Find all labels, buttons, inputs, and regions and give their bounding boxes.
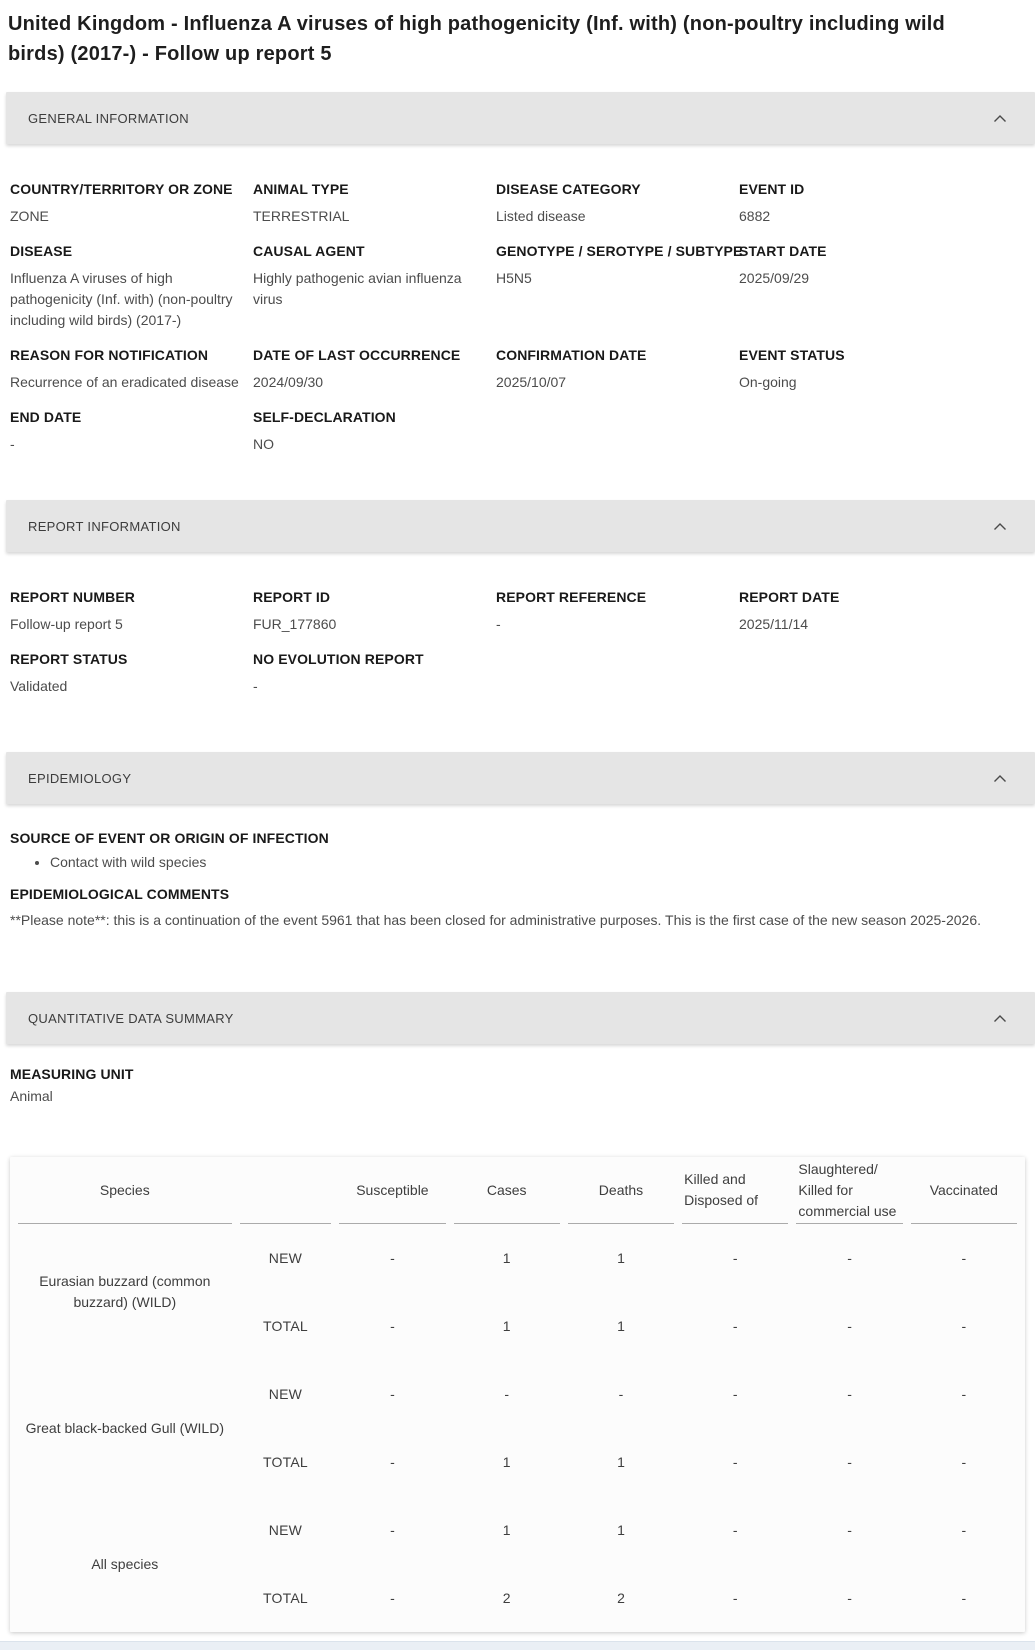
cell-deaths: 1: [617, 1318, 625, 1334]
field-end-date: END DATE -: [10, 409, 82, 452]
page-bottom-strip: [0, 1641, 1035, 1650]
cell-killed-disposed: -: [732, 1454, 738, 1470]
row-type-label: NEW: [268, 1386, 303, 1402]
cell-cases: 2: [502, 1590, 511, 1606]
col-slaughtered: Slaughtered/ Killed for commercial use: [796, 1157, 902, 1224]
cell-vaccinated: -: [961, 1522, 967, 1538]
field-report-date: REPORT DATE 2025/11/14: [739, 589, 840, 632]
cell-killed-disposed: -: [732, 1250, 738, 1266]
field-report-status: REPORT STATUS Validated: [10, 651, 128, 694]
field-report-reference: REPORT REFERENCE -: [496, 589, 647, 632]
section-epidemiology: [0, 752, 1035, 969]
col-susceptible: Susceptible: [339, 1157, 445, 1224]
field-date-of-last-occurrence: DATE OF LAST OCCURRENCE 2024/09/30: [253, 347, 461, 390]
cell-slaughtered: -: [847, 1590, 852, 1606]
field-confirmation-date: CONFIRMATION DATE 2025/10/07: [496, 347, 647, 390]
row-type-label: TOTAL: [263, 1454, 308, 1470]
section-title: GENERAL INFORMATION: [28, 110, 189, 126]
source-of-event-label: SOURCE OF EVENT OR ORIGIN OF INFECTION: [10, 830, 329, 846]
cell-cases: 1: [502, 1318, 511, 1334]
page-title: United Kingdom - Influenza A viruses of high pathogenicity (Inf. with) (non-poultry including wild birds) (2017-) - Follow up report 5: [8, 13, 945, 65]
measuring-unit-label: MEASURING UNIT: [10, 1066, 134, 1082]
field-self-declaration: SELF-DECLARATION NO: [253, 409, 396, 452]
species-cell: Great black-backed Gull (WILD): [25, 1419, 224, 1436]
row-type-label: TOTAL: [263, 1590, 308, 1606]
cell-vaccinated: -: [961, 1454, 967, 1470]
col-row-type: [240, 1157, 332, 1224]
table-row: [18, 1360, 1017, 1428]
report-information-header[interactable]: [6, 500, 1035, 552]
section-title: REPORT INFORMATION: [28, 518, 181, 534]
cell-killed-disposed: -: [732, 1522, 738, 1538]
epidemiology-header[interactable]: [6, 752, 1035, 804]
field-reason-for-notification: REASON FOR NOTIFICATION Recurrence of an eradicated disease: [10, 347, 239, 390]
cell-deaths: 1: [617, 1522, 625, 1538]
field-disease-category: DISEASE CATEGORY Listed disease: [496, 181, 641, 224]
cell-susceptible: -: [390, 1386, 395, 1402]
cell-susceptible: -: [390, 1590, 395, 1606]
cell-vaccinated: -: [961, 1250, 967, 1266]
col-deaths: Deaths: [568, 1157, 674, 1224]
cell-susceptible: -: [390, 1250, 395, 1266]
table-header-row: [18, 1157, 1017, 1224]
row-type-label: NEW: [268, 1250, 303, 1266]
chevron-up-icon[interactable]: [993, 114, 1007, 123]
epidemiological-comments-label: EPIDEMIOLOGICAL COMMENTS: [10, 886, 230, 902]
species-cell: All species: [91, 1555, 159, 1572]
cell-vaccinated: -: [961, 1590, 967, 1606]
chevron-up-icon[interactable]: [993, 522, 1007, 531]
cell-susceptible: -: [390, 1454, 395, 1470]
measuring-unit-value: Animal: [10, 1088, 53, 1104]
cell-slaughtered: -: [847, 1386, 852, 1402]
table-row: [18, 1224, 1017, 1292]
cell-cases: 1: [502, 1454, 511, 1470]
field-start-date: START DATE 2025/09/29: [739, 243, 827, 286]
section-quantitative-data-summary: [0, 992, 1035, 1632]
field-animal-type: ANIMAL TYPE TERRESTRIAL: [253, 181, 350, 224]
col-vaccinated: Vaccinated: [911, 1157, 1017, 1224]
row-type-label: TOTAL: [263, 1318, 308, 1334]
section-title: EPIDEMIOLOGY: [28, 770, 132, 786]
cell-deaths: 2: [617, 1590, 625, 1606]
section-general-information: [0, 92, 1035, 477]
cell-slaughtered: -: [847, 1318, 852, 1334]
field-disease: DISEASE Influenza A viruses of high pathogenicity (Inf. with) (non-poultry including wild birds) (2017-): [10, 243, 233, 328]
cell-vaccinated: -: [961, 1318, 967, 1334]
field-event-status: EVENT STATUS On-going: [739, 347, 845, 390]
cell-cases: 1: [502, 1522, 511, 1538]
cell-killed-disposed: -: [732, 1590, 738, 1606]
col-species: Species: [18, 1157, 232, 1224]
cell-deaths: -: [618, 1386, 624, 1402]
cell-killed-disposed: -: [732, 1318, 738, 1334]
quantitative-data-summary-header[interactable]: [6, 992, 1035, 1044]
cell-killed-disposed: -: [732, 1386, 738, 1402]
source-item: • Contact with wild species: [50, 852, 1025, 872]
cell-deaths: 1: [617, 1454, 625, 1470]
row-type-label: NEW: [268, 1522, 303, 1538]
table-row: [18, 1496, 1017, 1564]
field-no-evolution-report: NO EVOLUTION REPORT -: [253, 651, 424, 694]
cell-cases: -: [504, 1386, 510, 1402]
general-information-header[interactable]: [6, 92, 1035, 144]
cell-susceptible: -: [390, 1318, 395, 1334]
field-country-territory-or-zone: COUNTRY/TERRITORY OR ZONE ZONE: [10, 181, 233, 224]
section-title: QUANTITATIVE DATA SUMMARY: [28, 1010, 234, 1026]
field-report-number: REPORT NUMBER Follow-up report 5: [10, 589, 135, 632]
cell-vaccinated: -: [961, 1386, 967, 1402]
cell-deaths: 1: [617, 1250, 625, 1266]
cell-susceptible: -: [390, 1522, 395, 1538]
field-genotype-serotype-subtype: GENOTYPE / SEROTYPE / SUBTYPE H5N5: [496, 243, 743, 286]
col-cases: Cases: [454, 1157, 560, 1224]
field-report-id: REPORT ID FUR_177860: [253, 589, 337, 632]
species-cell: Eurasian buzzard (common buzzard) (WILD): [39, 1273, 211, 1310]
chevron-up-icon[interactable]: [993, 1014, 1007, 1023]
col-killed-disposed: Killed and Disposed of: [682, 1157, 788, 1224]
field-causal-agent: CAUSAL AGENT Highly pathogenic avian influenza virus: [253, 243, 462, 307]
cell-cases: 1: [502, 1250, 511, 1266]
source-of-event-list: [10, 852, 1025, 872]
epidemiological-comments-text: **Please note**: this is a continuation of the event 5961 that has been closed for administrative purposes. This is the first case of the new season 2025-2026.: [10, 912, 982, 928]
section-report-information: [0, 500, 1035, 729]
cell-slaughtered: -: [847, 1250, 852, 1266]
field-event-id: EVENT ID 6882: [739, 181, 805, 224]
cell-slaughtered: -: [847, 1454, 852, 1470]
quantitative-table-card: [10, 1157, 1025, 1632]
quantitative-table: [10, 1157, 1025, 1632]
chevron-up-icon[interactable]: [993, 774, 1007, 783]
cell-slaughtered: -: [847, 1522, 852, 1538]
